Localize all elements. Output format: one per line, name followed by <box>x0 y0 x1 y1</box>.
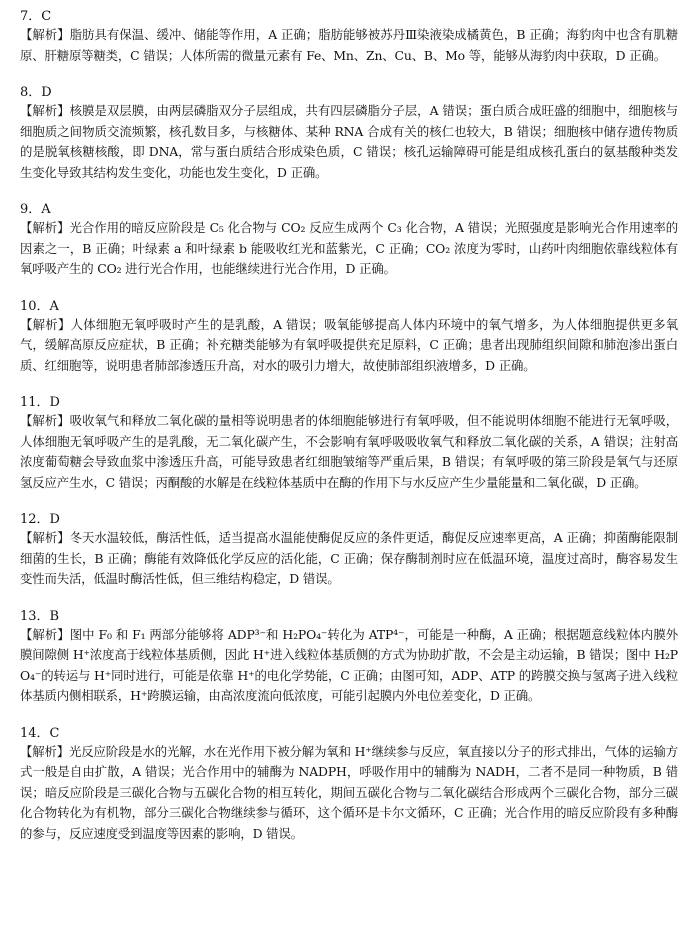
explanation-paragraph: 【解析】光反应阶段是水的光解，水在光作用下被分解为氧和 H⁺继续参与反应，氧直接以分子的形式排出，气体的运输方式一般是自由扩散，A 错误；光合作用中的辅酶为 NADPH，呼吸作用中的辅酶为 NADH，二者不是同一种物质，B 错误；暗反应阶段是三碳化合物与五碳化合物的相互转化，期间五碳化合物与二氧化碳结合形成两个三碳化合物，部分三碳化合物转化为有机物，部分三碳化合物继续参与循环，这个循环是卡尔文循环，C 正确；光合作用的暗反应阶段有多种酶的参与，反应速度受到温度等因素的影响，D 错误。 <box>20 743 678 841</box>
explanation-paragraph: 【解析】核膜是双层膜，由两层磷脂双分子层组成，共有四层磷脂分子层，A 错误；蛋白质合成旺盛的细胞中，细胞核与细胞质之间物质交流频繁，核孔数目多，与核糖体、某种 RNA 合成有关的核仁也较大，B 错误；细胞核中储存遗传物质的是脱氧核糖核酸，即 DNA，常与蛋白质结合形成染色质，C 错误；核孔运输障碍可能是组成核孔蛋白的氨基酸种类发生变化导致其结构发生变化，功能也发生变化，D 正确。 <box>20 103 678 180</box>
question-12-block <box>20 511 678 590</box>
question-9-block <box>20 201 678 280</box>
question-14-block <box>20 725 678 845</box>
question-7-block <box>20 8 678 66</box>
question-8-block <box>20 84 678 183</box>
answer-heading: 12．D <box>20 512 60 527</box>
explanation-paragraph: 【解析】光合作用的暗反应阶段是 C₅ 化合物与 CO₂ 反应生成两个 C₃ 化合物，A 错误；光照强度是影响光合作用速率的因素之一，B 正确；叶绿素 a 和叶绿素 b 能吸收红光和蓝紫光，C 正确；CO₂ 浓度为零时，山药叶肉细胞依靠线粒体有氧呼吸产生的 CO₂ 进行光合作用，也能继续进行光合作用，D 正确。 <box>20 220 678 276</box>
answer-heading: 8．D <box>20 85 52 100</box>
answer-heading: 11．D <box>20 395 60 410</box>
answer-heading: 10．A <box>20 298 59 314</box>
explanation-paragraph: 【解析】脂肪具有保温、缓冲、储能等作用，A 正确；脂肪能够被苏丹Ⅲ染液染成橘黄色，B 正确；海豹肉中也含有肌糖原、肝糖原等糖类，C 错误；人体所需的微量元素有 Fe、Mn、Zn、Cu、B、Mo 等，能够从海豹肉中获取，D 正确。 <box>20 27 678 63</box>
answer-heading: 7．C <box>20 9 52 24</box>
question-10-block <box>20 298 678 377</box>
explanation-paragraph: 【解析】人体细胞无氧呼吸时产生的是乳酸，A 错误；吸氧能够提高人体内环境中的氧气增多，为人体细胞提供更多氧气，缓解高原反应症状，B 正确；补充糖类能够为有氧呼吸提供充足原料，C 正确；患者出现肺组织间隙和肺泡渗出蛋白质、红细胞等，说明患者肺部渗透压升高，对水的吸引力增大，故使肺部组织液增多，D 正确。 <box>20 316 678 373</box>
answer-heading: 9．A <box>20 202 51 217</box>
question-11-block <box>20 394 678 493</box>
answer-heading: 13．B <box>20 608 60 624</box>
question-13-block <box>20 608 678 707</box>
explanation-paragraph: 【解析】吸收氧气和释放二氧化碳的量相等说明患者的体细胞能够进行有氧呼吸，但不能说明体细胞不能进行无氧呼吸，人体细胞无氧呼吸产生的是乳酸，无二氧化碳产生，不会影响有氧呼吸吸收氧气和释放二氧化碳的关系，A 错误；注射高浓度葡萄糖会导致血浆中渗透压升高，可能导致患者红细胞皱缩等严重后果，B 错误；有氧呼吸的第三阶段是氧气与还原氢反应产生水，C 错误；丙酮酸的水解是在线粒体基质中在酶的作用下与水反应产生少量能量和二氧化碳，D 正确。 <box>20 413 678 490</box>
answer-heading: 14．C <box>20 725 60 741</box>
explanation-paragraph: 【解析】图中 F₀ 和 F₁ 两部分能够将 ADP³⁻和 H₂PO₄⁻转化为 ATP⁴⁻，可能是一种酶，A 正确；根据题意线粒体内膜外膜间隙侧 H⁺浓度高于线粒体基质侧，因此 H⁺进入线粒体基质侧的方式为协助扩散，不会是主动运输，B 错误；图中 H₂PO₄⁻的转运与 H⁺同时进行，可能是依靠 H⁺的电化学势能，C 正确；由图可知，ADP、ATP 的跨膜交换与氢离子进入线粒体基质内侧相联系，H⁺跨膜运输，由高浓度流向低浓度，可能引起膜内外电位差变化，D 正确。 <box>20 626 678 703</box>
explanation-paragraph: 【解析】冬天水温较低，酶活性低，适当提高水温能使酶促反应的条件更适，酶促反应速率更高，A 正确；抑菌酶能限制细菌的生长，B 正确；酶能有效降低化学反应的活化能，C 正确；保存酶制剂时应在低温环境，温度过高时，酶容易发生变性而失活，低温时酶活性低，但三维结构稳定，D 错误。 <box>20 530 678 586</box>
